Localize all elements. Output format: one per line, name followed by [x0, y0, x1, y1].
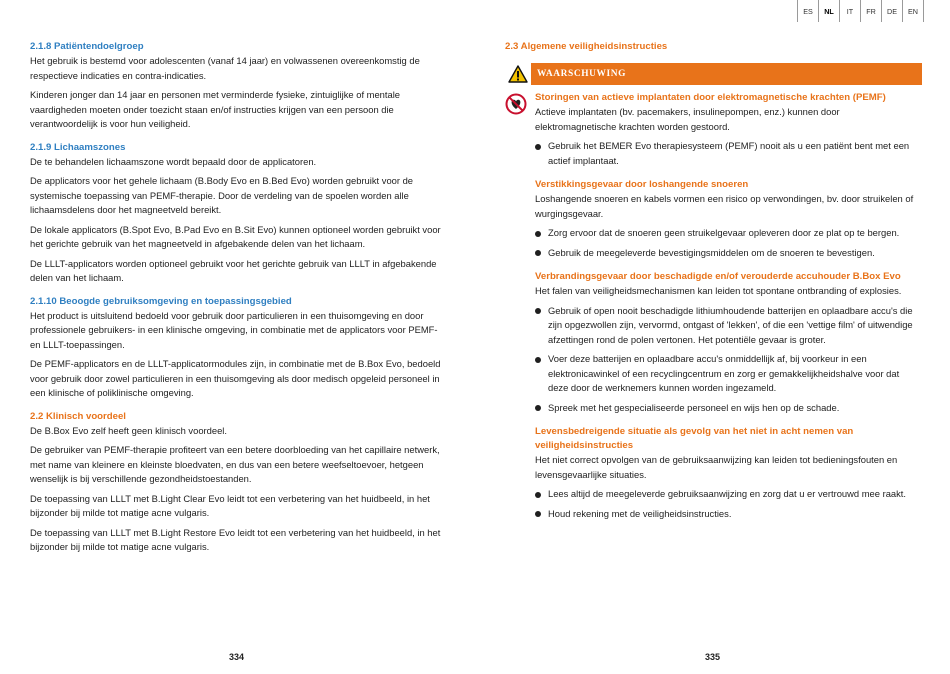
paragraph: Het product is uitsluitend bedoeld voor gebruik door particulieren in een thuisomgeving en door professionele gebruikers- in een klinische omgeving, in combinatie met de applicators voor PEMF- en LLLT-toepassingen. — [30, 309, 438, 350]
language-tab-de[interactable]: DE — [881, 0, 902, 22]
warning-banner — [505, 63, 922, 85]
paragraph: Kinderen jonger dan 14 jaar en personen met verminderde fysieke, zintuiglijke of mentale vaardigheden moeten onder toezicht staan en/of instructies krijgen van een persoon die verantwoordelijk is voor hun veiligheid. — [30, 89, 401, 129]
block-title: Verstikkingsgevaar door loshangende snoeren — [535, 179, 749, 190]
list-item: Voer deze batterijen en oplaadbare accu's onmiddellijk af, bij voorkeur in een elektronicawinkel of een recyclingcentrum en zorg er gemakkelijkheidshalve voor dat deze door de werknemers kunnen worden ingezameld. — [535, 352, 921, 396]
section-clinical-benefit — [30, 410, 446, 555]
block-text: Loshangende snoeren en kabels vormen een risico op verwondingen, bv. door struikelen of wurgingsgevaar. — [535, 193, 914, 219]
section-intended-environment — [30, 295, 446, 401]
list-item: Spreek met het gespecialiseerde personeel en wijs hen op de schade. — [535, 401, 921, 416]
paragraph: De gebruiker van PEMF-therapie profiteert van een betere doorbloeding van het capillaire netwerk, met name van kleinere en kleinste bloedvaten, en dus van een betere weefseltoevoer, hetgeen wenselijk is bij verschillende gezondheidstoestanden. — [30, 444, 440, 484]
list-item: Lees altijd de meegeleverde gebruiksaanwijzing en zorg dat u er vertrouwd mee raakt. — [535, 487, 921, 502]
list-item: Gebruik of open nooit beschadigde lithiumhoudende batterijen en oplaadbare accu's die zijn opgezwollen zijn, vervormd, ontgast of 'lekken', of die een 'vettige film' of uitwendige afzettingen rond de polen vertonen. Het potentiële gevaar is groter. — [535, 304, 921, 348]
list-item: Gebruik het BEMER Evo therapiesysteem (PEMF) nooit als u een patiënt bent met een actief implantaat. — [535, 139, 921, 168]
warning-label: WAARSCHUWING — [537, 69, 626, 79]
paragraph: De toepassing van LLLT met B.Light Restore Evo leidt tot een verbetering van het huidbeeld, in het bijzonder bij milde tot matige acne vulgaris. — [30, 526, 441, 552]
page-number: 334 — [229, 652, 245, 662]
section-heading: 2.1.8 Patiëntendoelgroep — [30, 41, 144, 52]
left-column — [30, 40, 446, 564]
paragraph: De lokale applicators (B.Spot Evo, B.Pad Evo en B.Sit Evo) kunnen optioneel worden gebruikt voor het gerichte gebruik van het magneetveld in afgebakende delen van het lichaam. — [30, 223, 441, 249]
page-number: 335 — [705, 652, 721, 662]
block-text: Het falen van veiligheidsmechanismen kan leiden tot spontane ontbranding of explosies. — [535, 285, 902, 296]
section-patient-target-group — [30, 40, 446, 132]
block-text: Het niet correct opvolgen van de gebruiksaanwijzing kan leiden tot bedieningsfouten en levensgevaarlijke situaties. — [535, 454, 898, 480]
bullet-list — [535, 487, 921, 521]
language-tab-es[interactable]: ES — [797, 0, 818, 22]
paragraph: De toepassing van LLLT met B.Light Clear Evo leidt tot een verbetering van het huidbeeld, in het bijzonder bij milde tot matige acne vulgaris. — [30, 492, 430, 518]
list-item: Houd rekening met de veiligheidsinstructies. — [535, 507, 921, 522]
list-item: Gebruik de meegeleverde bevestigingsmiddelen om de snoeren te bevestigen. — [535, 246, 921, 261]
bullet-list — [535, 304, 921, 416]
block-title: Storingen van actieve implantaten door elektromagnetische krachten (PEMF) — [535, 92, 886, 103]
section-body-zones — [30, 141, 446, 286]
safety-block-implants — [505, 91, 921, 168]
language-tab-nl[interactable]: NL — [818, 0, 839, 22]
list-item: Zorg ervoor dat de snoeren geen struikelgevaar opleveren door ze plat op te bergen. — [535, 226, 921, 241]
no-pacemaker-icon — [505, 93, 527, 115]
section-heading: 2.3 Algemene veiligheidsinstructies — [505, 41, 668, 52]
paragraph: De LLLT-applicators worden optioneel gebruikt voor het gerichte gebruik van LLLT in afgebakende delen van het lichaam. — [30, 257, 437, 283]
language-tab-it[interactable]: IT — [839, 0, 860, 22]
block-text: Actieve implantaten (bv. pacemakers, insulinepompen, enz.) kunnen door elektromagnetische krachten worden gestoord. — [535, 106, 840, 132]
right-column — [505, 40, 921, 531]
right-page — [475, 0, 950, 674]
bullet-list — [535, 139, 921, 168]
section-heading: 2.1.9 Lichaamszones — [30, 141, 126, 153]
block-title: Verbrandingsgevaar door beschadigde en/of verouderde accuhouder B.Box Evo — [535, 271, 901, 282]
safety-block-cables — [505, 178, 921, 260]
paragraph: De B.Box Evo zelf heeft geen klinisch voordeel. — [30, 424, 227, 436]
paragraph: De applicators voor het gehele lichaam (B.Body Evo en B.Bed Evo) worden gebruikt voor de systemische toepassing van PEMF-therapie. Door de verdeling van de spoelen worden alle lichaamsdelens door het magneetveld bereikt. — [30, 175, 414, 215]
language-tabs — [797, 0, 924, 22]
paragraph: De PEMF-applicators en de LLLT-applicatormodules zijn, in combinatie met de B.Box Evo, bedoeld voor gebruik door zowel particulieren in een thuisomgeving als door medisch opgeleid personeel in een klinische of poliklinische omgeving. — [30, 358, 441, 398]
bullet-list — [535, 226, 921, 260]
section-heading: 2.1.10 Beoogde gebruiksomgeving en toepassingsgebied — [30, 295, 292, 307]
language-tab-fr[interactable]: FR — [860, 0, 881, 22]
safety-block-battery — [505, 270, 921, 415]
warning-triangle-icon — [505, 63, 531, 85]
block-title: Levensbedreigende situatie als gevolg van het niet in acht nemen van veiligheidsinstructies — [535, 426, 854, 451]
safety-block-instructions — [505, 425, 921, 521]
paragraph: Het gebruik is bestemd voor adolescenten (vanaf 14 jaar) en volwassenen overeenkomstig de respectieve indicaties en contra-indicaties. — [30, 55, 420, 81]
paragraph: De te behandelen lichaamszone wordt bepaald door de applicatoren. — [30, 155, 317, 167]
section-heading: 2.2 Klinisch voordeel — [30, 410, 126, 422]
language-tab-en[interactable]: EN — [902, 0, 924, 22]
